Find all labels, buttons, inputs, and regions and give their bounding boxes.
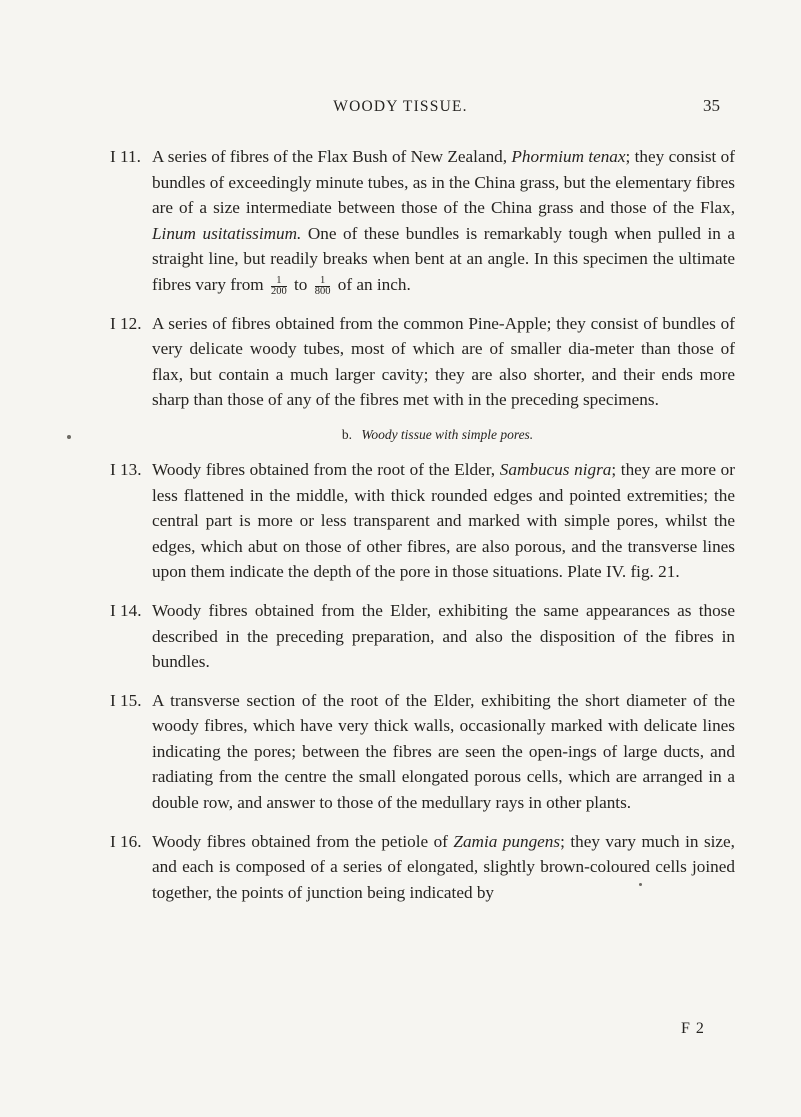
text-run: ; they vary much in size, and each is composed of a series of elongated, slightly brown-coloured cells joined together, the points of junction being indicated by <box>152 831 735 902</box>
text-run: A series of fibres obtained from the common Pine-Apple; they consist of bundles of very delicate woody tubes, most of which are of smaller dia-meter than those of flax, but contain a much larger cavity; they are also shorter, and their ends more sharp than those of any of the fibres met with in the preceding specimens. <box>152 313 735 410</box>
entry-number: I 11. <box>110 147 141 166</box>
fraction-denominator: 800 <box>314 285 331 297</box>
entry-text <box>152 144 735 298</box>
fraction <box>315 276 331 297</box>
printer-signature-mark: F 2 <box>681 1020 705 1037</box>
text-run: A series of fibres of the Flax Bush of New Zealand, <box>152 147 512 166</box>
entry-text <box>152 688 735 816</box>
margin-speck <box>639 883 642 886</box>
catalogue-entry <box>110 144 735 298</box>
catalogue-entry <box>110 688 735 816</box>
entry-text <box>152 311 735 413</box>
entry-number: I 15. <box>110 690 142 710</box>
text-run: of an inch. <box>333 274 411 294</box>
fraction-numerator: 1 <box>271 276 287 287</box>
text-run: ; they consist of bundles of exceedingly minute tubes, as in the China grass, but the elementary fibres are of a size intermediate between those of the China grass and those of the Flax, <box>152 147 735 218</box>
fraction-denominator: 200 <box>270 285 287 297</box>
text-run: ; they are more or less flattened in the middle, with thick rounded edges and pointed extremities; the central part is more or less transparent and marked with simple pores, whilst the edges, which abut on those of other fibres, are also porous, and the transverse lines upon them indicate the depth of the pore in those situations. Plate IV. fig. 21. <box>152 459 735 582</box>
entry-text <box>152 457 735 585</box>
text-run: Woody fibres obtained from the Elder, exhibiting the same appearances as those described in the preceding preparation, and also the disposition of the fibres in bundles. <box>152 600 735 672</box>
entry-number: I 14. <box>110 600 142 620</box>
fraction-numerator: 1 <box>315 276 331 287</box>
entry-number: I 12. <box>110 313 142 333</box>
italic-term: Zamia pungens <box>453 831 561 851</box>
body-text <box>110 144 735 905</box>
page-title: WOODY TISSUE. <box>333 98 468 115</box>
fraction <box>271 276 287 297</box>
text-run: Woody fibres obtained from the root of the Elder, <box>152 459 500 479</box>
entry-number: I 16. <box>110 831 142 851</box>
text-run: A transverse section of the root of the Elder, exhibiting the short diameter of the woody fibres, which have very thick walls, occasionally marked with delicate lines indicating the pores; between the fibres are seen the open-ings of large ducts, and radiating from the centre the small elongated porous cells, which are arranged in a double row, and answer to those of the medullary rays in other plants. <box>152 690 735 813</box>
catalogue-entry <box>110 598 735 675</box>
italic-term: Phormium tenax <box>511 147 626 166</box>
catalogue-entry <box>110 829 735 906</box>
catalogue-entry <box>110 457 735 585</box>
section-subheading <box>110 427 735 443</box>
catalogue-entry <box>110 311 735 413</box>
text-run: Woody fibres obtained from the petiole of <box>152 831 454 851</box>
page-number: 35 <box>703 96 720 115</box>
text-run: to <box>289 274 312 294</box>
italic-term: Linum usitatissimum. <box>152 223 302 243</box>
margin-speck <box>67 435 71 439</box>
entry-text <box>152 598 735 675</box>
subheading-text: Woody tissue with simple pores. <box>361 426 534 442</box>
text-run: One of these bundles is remarkably tough when pulled in a straight line, but readily breaks when bent at an angle. In this specimen the ultimate fibres vary from <box>152 223 736 294</box>
running-head <box>0 96 801 120</box>
subheading-letter: b. <box>341 426 352 442</box>
entry-text <box>152 829 735 906</box>
entry-number: I 13. <box>110 459 142 479</box>
italic-term: Sambucus nigra <box>499 459 612 479</box>
